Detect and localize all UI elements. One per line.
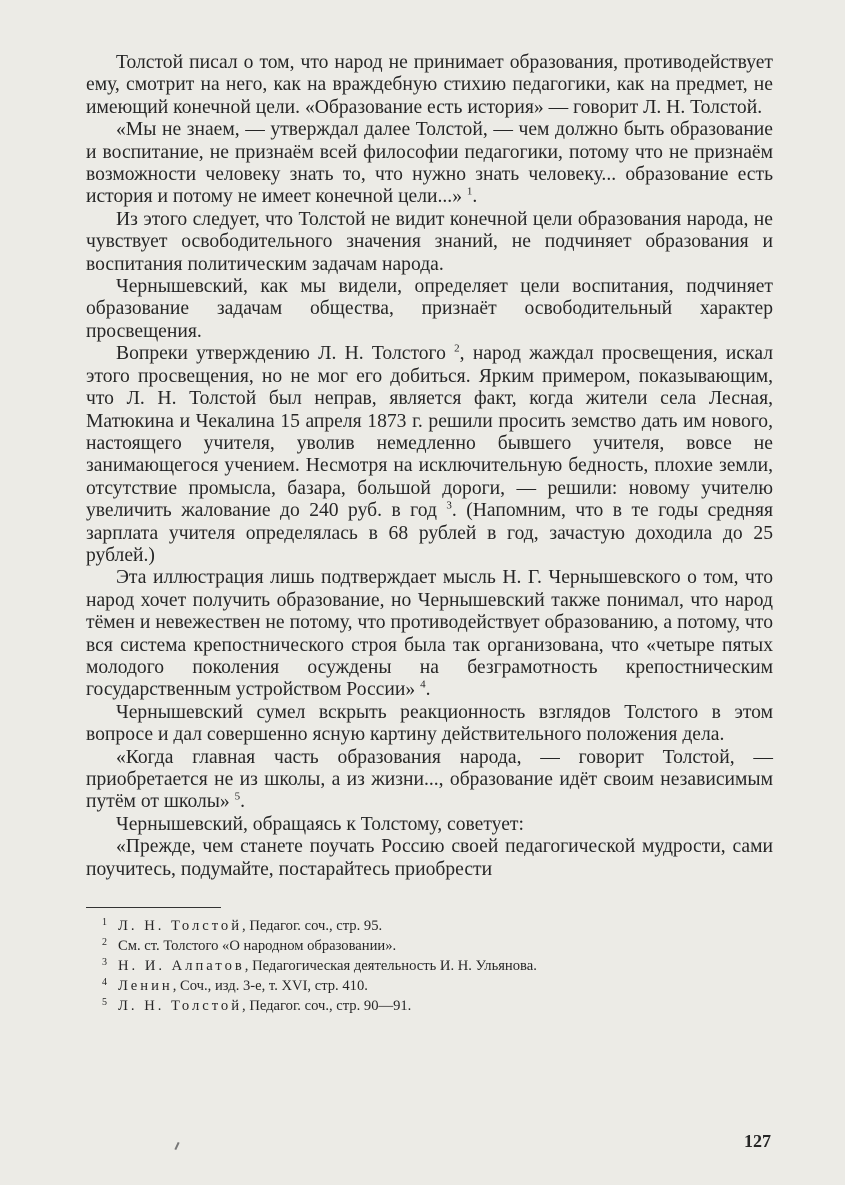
footnote-number: 4 xyxy=(102,977,107,989)
main-text xyxy=(86,52,773,881)
paragraph: Чернышевский, обращаясь к Толстому, советует: xyxy=(116,813,524,835)
footnote: 5 Л. Н. Толстой, Педагог. соч., стр. 90—91. xyxy=(102,996,773,1016)
footnote: 2 См. ст. Толстого «О народном образовании». xyxy=(102,936,773,956)
paragraph: «Прежде, чем станете поучать Россию своей педагогической мудрости, сами поучитесь, подумайте, постарайтесь приобрести xyxy=(86,836,773,880)
paragraph: Чернышевский сумел вскрыть реакционность взглядов Толстого в этом вопросе и дал совершенно ясную картину действительного положения дела. xyxy=(86,701,773,746)
footnote: 3 Н. И. Алпатов, Педагогическая деятельность И. Н. Ульянова. xyxy=(102,956,773,976)
footnote-ref[interactable]: 1 xyxy=(466,185,473,198)
footnote-author: Л. Н. Толстой xyxy=(118,998,243,1015)
paragraph: «Когда главная часть образования народа, — говорит Толстой, — приобретается не из школы, а из жизни..., образование идёт своим независимым путём от школы» $^5$. xyxy=(86,746,773,813)
footnote-ref[interactable]: 5 xyxy=(234,790,241,803)
footnotes xyxy=(86,916,773,1016)
footnote-ref[interactable]: 3 xyxy=(446,499,452,512)
page-number: 127 xyxy=(744,1131,771,1151)
footnote: 1 Л. Н. Толстой, Педагог. соч., стр. 95. xyxy=(102,916,773,936)
paragraph: Эта иллюстрация лишь подтверждает мысль Н. Г. Чернышевского о том, что народ хочет получить образование, но Чернышевский также понимал, что народ тёмен и невежествен не потому, что противодействует образованию, а потому, что вся система крепостнического строя была так организована, что «четыре пятых молодого поколения осуждены на безграмотность крепостническим государственным устройством России» $^4$. xyxy=(86,567,773,701)
footnote-author: Ленин xyxy=(118,978,173,995)
footnote-author: Л. Н. Толстой xyxy=(118,918,243,935)
paper-speck xyxy=(174,1142,179,1150)
paragraph: Чернышевский, как мы видели, определяет цели воспитания, подчиняет образование задачам общества, признаёт освободительный характер просвещения. xyxy=(86,276,773,342)
footnote: 4 Ленин, Соч., изд. 3-е, т. XVI, стр. 410. xyxy=(102,976,773,996)
footnote-number: 5 xyxy=(102,997,107,1009)
paragraph: Вопреки утверждению Л. Н. Толстого $^2$, народ жаждал просвещения, искал этого просвещения, но не мог его добиться. Ярким примером, показывающим, что Л. Н. Толстой был неправ, является факт, когда жители села Лесная, Матюкина и Чекалина 15 апреля 1873 г. решили просить земство дать им нового, настоящего учителя, уволив немедленно бывшего учителя, вовсе не занимающегося учением. Несмотря на исключительную бедность, плохие земли, отсутствие промысла, базара, большой дороги, — решили: новому учителю увеличить жалование до 240 руб. в год $^3$. (Напомним, что в те годы средняя зарплата учителя определялась в 68 рублей в год, зачастую доходила до 25 рублей.) xyxy=(86,342,773,566)
footnote-author: Н. И. Алпатов xyxy=(118,958,245,975)
paragraph: «Мы не знаем, — утверждал далее Толстой, — чем должно быть образование и воспитание, не признаём всей философии педагогики, потому что не признаём возможности человеку знать то, что нужно знать человеку... образование есть история и потому не имеет конечной цели...» $^1$. xyxy=(86,119,773,208)
paragraph: Толстой писал о том, что народ не принимает образования, противодействует ему, смотрит на него, как на враждебную стихию педагогики, как на предмет, не имеющий конечной цели. «Образование есть история» — говорит Л. Н. Толстой. xyxy=(86,52,773,118)
footnote-number: 3 xyxy=(102,957,107,969)
paragraph: Из этого следует, что Толстой не видит конечной цели образования народа, не чувствует освободительного значения знаний, не подчиняет образования и воспитания политическим задачам народа. xyxy=(86,208,773,275)
footnote-divider xyxy=(86,907,221,908)
footnote-ref[interactable]: 4 xyxy=(420,678,426,691)
footnote-number: 2 xyxy=(102,937,107,949)
footnote-ref[interactable]: 2 xyxy=(454,342,460,355)
footnote-number: 1 xyxy=(102,917,107,929)
